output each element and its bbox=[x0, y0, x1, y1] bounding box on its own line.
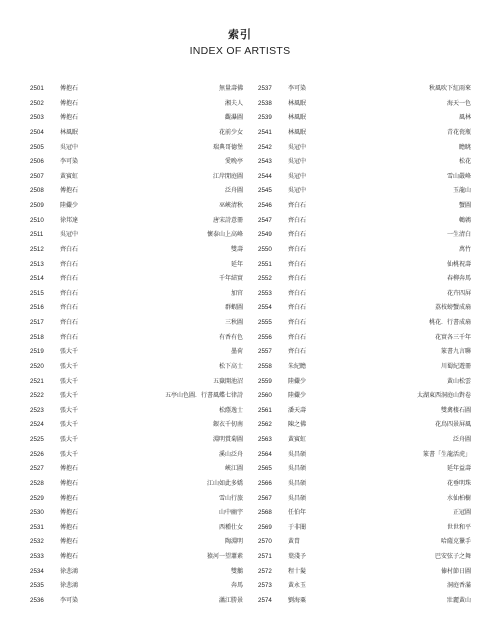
index-entry bbox=[30, 316, 243, 331]
index-entry bbox=[30, 565, 243, 580]
index-entry bbox=[258, 360, 471, 375]
artwork-title: 松蔭逸士 bbox=[218, 406, 243, 414]
lot-number: 2509 bbox=[30, 202, 44, 209]
lot-number: 2573 bbox=[258, 582, 272, 590]
page-title-chinese: 索引 bbox=[228, 28, 252, 41]
lot-number: 2566 bbox=[258, 479, 272, 487]
lot-number: 2516 bbox=[30, 304, 44, 312]
artwork-title: 青花瓷瓶 bbox=[446, 128, 471, 136]
lot-number: 2507 bbox=[30, 172, 44, 180]
artist-name: 齊白石 bbox=[60, 319, 79, 326]
artwork-title: 巫峽清秋 bbox=[218, 202, 243, 209]
lot-number: 2565 bbox=[258, 465, 272, 473]
index-entry bbox=[258, 228, 471, 243]
artwork-title: 無量壽佛 bbox=[218, 85, 243, 92]
index-entry bbox=[258, 535, 471, 550]
artwork-title: 壯麗黃山 bbox=[446, 596, 471, 604]
artist-name: 黃永玉 bbox=[288, 582, 307, 590]
artwork-title: 唐宋詩意冊 bbox=[212, 216, 243, 224]
artist-name: 齊白石 bbox=[288, 319, 307, 326]
artist-name: 陸儼少 bbox=[288, 392, 307, 400]
index-entry bbox=[30, 126, 243, 141]
lot-number: 2514 bbox=[30, 275, 44, 283]
index-entry bbox=[30, 97, 243, 112]
artist-name: 吳冠中 bbox=[60, 231, 79, 239]
lot-number: 2541 bbox=[258, 128, 272, 136]
lot-number: 2545 bbox=[258, 187, 272, 195]
artwork-title: 瑞典哥德堡 bbox=[212, 143, 243, 151]
artist-name: 于非闇 bbox=[288, 523, 307, 531]
lot-number: 2513 bbox=[30, 260, 44, 268]
index-entry bbox=[258, 272, 471, 287]
artwork-title: 愛晚亭 bbox=[224, 158, 243, 166]
artwork-title: 花前少女 bbox=[218, 128, 243, 136]
artwork-title: 加官 bbox=[230, 289, 243, 297]
lot-number: 2532 bbox=[30, 538, 44, 546]
artwork-title: 仙桃祝壽 bbox=[446, 260, 471, 268]
index-entry bbox=[258, 433, 471, 448]
lot-number: 2525 bbox=[30, 436, 44, 443]
artwork-title: 風林 bbox=[458, 114, 471, 122]
artwork-title: 春柳奔馬 bbox=[446, 275, 471, 283]
artist-name: 齊白石 bbox=[60, 275, 79, 283]
index-entry bbox=[30, 389, 243, 404]
artist-name: 傅抱石 bbox=[60, 187, 79, 195]
index-entry bbox=[258, 82, 471, 97]
lot-number: 2549 bbox=[258, 231, 272, 239]
artwork-title: 黃山松雲 bbox=[446, 377, 471, 385]
index-entry bbox=[30, 170, 243, 185]
artwork-title: 瀟江勝景 bbox=[218, 596, 243, 604]
artist-name: 齊白石 bbox=[288, 260, 307, 268]
artist-name: 林風眠 bbox=[60, 128, 79, 136]
index-entry bbox=[30, 550, 243, 565]
artist-name: 林風眠 bbox=[288, 114, 307, 122]
artwork-title: 太湖東西洞庭山對卷 bbox=[416, 392, 471, 400]
artist-name: 齊白石 bbox=[288, 333, 307, 341]
artist-name: 齊白石 bbox=[60, 245, 79, 253]
artwork-title: 陶淵明 bbox=[224, 538, 243, 546]
artwork-title: 世世和平 bbox=[446, 523, 471, 531]
artwork-title: 雪山行旅 bbox=[218, 494, 243, 502]
artwork-title: 猿河一望蕭素 bbox=[206, 553, 243, 560]
lot-number: 2570 bbox=[258, 538, 272, 546]
artist-name: 齊白石 bbox=[60, 289, 79, 297]
lot-number: 2538 bbox=[258, 99, 272, 107]
index-entry bbox=[258, 492, 471, 507]
artist-name: 朱紀瞻 bbox=[288, 362, 307, 370]
index-entry bbox=[30, 477, 243, 492]
artist-name: 張大千 bbox=[60, 436, 79, 443]
index-entry bbox=[258, 184, 471, 199]
lot-number: 2547 bbox=[258, 216, 272, 224]
artist-name: 齊白石 bbox=[288, 202, 307, 209]
artist-name: 吳冠中 bbox=[288, 187, 307, 195]
lot-number: 2530 bbox=[30, 509, 44, 517]
lot-number: 2529 bbox=[30, 494, 44, 502]
artwork-title: 洞庭香滿 bbox=[446, 582, 471, 590]
artist-name: 傅抱石 bbox=[60, 538, 79, 546]
lot-number: 2551 bbox=[258, 260, 272, 268]
lot-number: 2561 bbox=[258, 406, 272, 414]
artwork-title: 花鳥四景屏風 bbox=[434, 421, 471, 429]
artist-name: 傅抱石 bbox=[60, 99, 79, 107]
artwork-title: 水仙柏樹 bbox=[446, 494, 471, 502]
index-entry bbox=[258, 521, 471, 536]
lot-number: 2534 bbox=[30, 567, 44, 575]
artist-name: 吳冠中 bbox=[288, 172, 307, 180]
artist-name: 徐悲鴻 bbox=[60, 582, 79, 590]
lot-number: 2559 bbox=[258, 377, 272, 385]
artwork-title: 篆書九言聯 bbox=[440, 348, 471, 356]
lot-number: 2536 bbox=[30, 596, 44, 604]
artist-name: 齊白石 bbox=[288, 231, 307, 239]
artist-name: 劉海粟 bbox=[288, 596, 307, 604]
artwork-title: 群蝦圖 bbox=[224, 304, 243, 312]
index-entry bbox=[258, 170, 471, 185]
artwork-title: 江岸閒庭圖 bbox=[212, 172, 243, 180]
artwork-title: 泛舟圖 bbox=[452, 436, 471, 443]
artwork-title: 哈薩克獵手 bbox=[440, 538, 471, 546]
artist-name: 潘天壽 bbox=[288, 406, 307, 414]
lot-number: 2558 bbox=[258, 362, 272, 370]
index-entry bbox=[30, 199, 243, 214]
index-entry bbox=[258, 141, 471, 156]
lot-number: 2535 bbox=[30, 582, 44, 590]
index-entry bbox=[30, 243, 243, 258]
artist-name: 傅抱石 bbox=[60, 523, 79, 531]
artwork-title: 鵪鶉 bbox=[458, 216, 471, 224]
index-entry bbox=[258, 506, 471, 521]
lot-number: 2502 bbox=[30, 99, 44, 107]
index-entry bbox=[258, 155, 471, 170]
artwork-title: 淵明賞菊圖 bbox=[212, 436, 243, 443]
artist-name: 傅抱石 bbox=[60, 479, 79, 487]
lot-number: 2512 bbox=[30, 245, 44, 253]
artist-name: 黃賓虹 bbox=[60, 172, 79, 180]
artist-name: 吳冠中 bbox=[60, 143, 79, 151]
artist-name: 張大千 bbox=[60, 421, 79, 429]
lot-number: 2556 bbox=[258, 333, 272, 341]
lot-number: 2550 bbox=[258, 245, 272, 253]
artist-name: 吳冠中 bbox=[288, 158, 307, 166]
artwork-title: 千年結實 bbox=[218, 275, 243, 283]
artist-name: 葉淺予 bbox=[288, 553, 307, 560]
lot-number: 2506 bbox=[30, 158, 44, 166]
index-entry bbox=[258, 287, 471, 302]
lot-number: 2520 bbox=[30, 362, 44, 370]
artwork-title: 山中幽宇 bbox=[218, 509, 243, 517]
artwork-title: 傣村節日圖 bbox=[440, 567, 471, 575]
lot-number: 2572 bbox=[258, 567, 272, 575]
page-title-english: INDEX OF ARTISTS bbox=[189, 45, 291, 57]
artwork-title: 正冠圖 bbox=[452, 509, 471, 517]
artist-name: 齊白石 bbox=[60, 304, 79, 312]
index-entry bbox=[30, 184, 243, 199]
artist-name: 齊白石 bbox=[60, 333, 79, 341]
artwork-title: 五嶽開池沼 bbox=[212, 377, 243, 385]
artwork-title: 延年益壽 bbox=[446, 465, 471, 473]
artwork-title: 溪山泛舟 bbox=[218, 450, 243, 458]
lot-number: 2544 bbox=[258, 172, 272, 180]
index-entry bbox=[30, 462, 243, 477]
artist-name: 張大千 bbox=[60, 377, 79, 385]
index-entry bbox=[258, 345, 471, 360]
index-entry bbox=[258, 111, 471, 126]
index-entry bbox=[30, 506, 243, 521]
lot-number: 2511 bbox=[30, 231, 44, 239]
artist-name: 吳冠中 bbox=[288, 143, 307, 151]
artist-name: 陸儼少 bbox=[60, 202, 79, 209]
lot-number: 2543 bbox=[258, 158, 272, 166]
index-entry bbox=[30, 448, 243, 463]
artwork-title: 松下高士 bbox=[218, 362, 243, 370]
index-entry bbox=[30, 258, 243, 273]
index-entry bbox=[30, 272, 243, 287]
artwork-title: 松花 bbox=[458, 158, 471, 166]
artist-name: 程十髮 bbox=[288, 567, 307, 575]
artist-name: 吳昌碩 bbox=[288, 465, 307, 473]
artist-name: 張大千 bbox=[60, 348, 79, 356]
artwork-title: 有香有色 bbox=[218, 333, 243, 341]
artwork-title: 篆書「生龍活虎」 bbox=[422, 450, 471, 458]
index-entry bbox=[30, 301, 243, 316]
lot-number: 2563 bbox=[258, 436, 272, 443]
index-entry bbox=[30, 155, 243, 170]
lot-number: 2567 bbox=[258, 494, 272, 502]
index-entry bbox=[258, 301, 471, 316]
artwork-title: 花垂明珠 bbox=[446, 479, 471, 487]
lot-number: 2568 bbox=[258, 509, 272, 517]
artwork-title: 延年 bbox=[230, 260, 243, 268]
index-entry bbox=[30, 492, 243, 507]
artwork-title: 一生清白 bbox=[446, 231, 471, 239]
lot-number: 2505 bbox=[30, 143, 44, 151]
artwork-title: 三秋圖 bbox=[224, 319, 243, 326]
artwork-title: 秋風吹下紅雨來 bbox=[428, 85, 471, 92]
index-entry bbox=[258, 316, 471, 331]
page-header bbox=[0, 28, 480, 58]
lot-number: 2503 bbox=[30, 114, 44, 122]
artist-name: 吳昌碩 bbox=[288, 494, 307, 502]
lot-number: 2510 bbox=[30, 216, 44, 224]
artwork-title: 花實各三千年 bbox=[434, 333, 471, 341]
lot-number: 2531 bbox=[30, 523, 44, 531]
artist-name: 齊白石 bbox=[288, 245, 307, 253]
index-entry bbox=[258, 594, 471, 609]
artwork-title: 湘夫人 bbox=[224, 99, 243, 107]
artwork-title: 蟹圖 bbox=[458, 202, 471, 209]
lot-number: 2517 bbox=[30, 319, 44, 326]
artwork-title: 花卉四屏 bbox=[446, 289, 471, 297]
index-entry bbox=[30, 404, 243, 419]
index-entry bbox=[258, 126, 471, 141]
artist-name: 陳之佛 bbox=[288, 421, 307, 429]
lot-number: 2537 bbox=[258, 85, 272, 92]
artist-name: 李可染 bbox=[60, 158, 79, 166]
index-entry bbox=[258, 462, 471, 477]
lot-number: 2560 bbox=[258, 392, 272, 400]
lot-number: 2526 bbox=[30, 450, 44, 458]
lot-number: 2508 bbox=[30, 187, 44, 195]
index-column-right bbox=[258, 82, 471, 609]
index-entry bbox=[30, 579, 243, 594]
lot-number: 2501 bbox=[30, 85, 44, 92]
lot-number: 2522 bbox=[30, 392, 44, 400]
artwork-title: 雙鵝 bbox=[230, 567, 243, 575]
lot-number: 2552 bbox=[258, 275, 272, 283]
artwork-title: 川蜀紀遊冊 bbox=[440, 362, 471, 370]
lot-number: 2519 bbox=[30, 348, 44, 356]
artist-name: 李可染 bbox=[288, 85, 307, 92]
lot-number: 2557 bbox=[258, 348, 272, 356]
artwork-title: 荔枝螃蟹成扇 bbox=[434, 304, 471, 312]
artwork-title: 雙壽 bbox=[230, 245, 243, 253]
lot-number: 2569 bbox=[258, 523, 272, 531]
lot-number: 2539 bbox=[258, 114, 272, 122]
artist-name: 齊白石 bbox=[288, 216, 307, 224]
artist-name: 傅抱石 bbox=[60, 494, 79, 502]
artist-name: 傅抱石 bbox=[60, 465, 79, 473]
index-entry bbox=[258, 448, 471, 463]
lot-number: 2523 bbox=[30, 406, 44, 414]
artist-name: 齊白石 bbox=[288, 348, 307, 356]
artist-name: 吳昌碩 bbox=[288, 479, 307, 487]
index-entry bbox=[30, 594, 243, 609]
artwork-title: 西種仕女 bbox=[218, 523, 243, 531]
artist-name: 張大千 bbox=[60, 392, 79, 400]
artist-name: 傅抱石 bbox=[60, 509, 79, 517]
artist-name: 齊白石 bbox=[288, 275, 307, 283]
artwork-title: 五亭山色圖．行書風蝶七律詩 bbox=[164, 392, 243, 400]
index-entry bbox=[30, 521, 243, 536]
index-entry bbox=[30, 287, 243, 302]
index-entry bbox=[30, 360, 243, 375]
artist-name: 黃胄 bbox=[288, 538, 301, 546]
artwork-title: 巴安弦子之舞 bbox=[434, 553, 471, 560]
artwork-title: 墨荷 bbox=[230, 348, 243, 356]
index-column-left bbox=[30, 82, 243, 609]
index-entry bbox=[30, 331, 243, 346]
index-entry bbox=[30, 228, 243, 243]
index-entry bbox=[30, 345, 243, 360]
index-entry bbox=[30, 214, 243, 229]
lot-number: 2518 bbox=[30, 333, 44, 341]
lot-number: 2533 bbox=[30, 553, 44, 560]
artwork-title: 觀瀑圖 bbox=[224, 114, 243, 122]
lot-number: 2528 bbox=[30, 479, 44, 487]
artist-name: 傅抱石 bbox=[60, 85, 79, 92]
artist-name: 傅抱石 bbox=[60, 553, 79, 560]
artist-name: 張大千 bbox=[60, 406, 79, 414]
artwork-title: 銀衣千仞南 bbox=[212, 421, 243, 429]
artwork-title: 桃花．行書成扇 bbox=[428, 319, 471, 326]
index-entry bbox=[258, 243, 471, 258]
index-entry bbox=[258, 418, 471, 433]
lot-number: 2527 bbox=[30, 465, 44, 473]
index-entry bbox=[30, 141, 243, 156]
artist-name: 黃賓虹 bbox=[288, 436, 307, 443]
lot-number: 2546 bbox=[258, 202, 272, 209]
lot-number: 2521 bbox=[30, 377, 44, 385]
lot-number: 2574 bbox=[258, 596, 272, 604]
lot-number: 2515 bbox=[30, 289, 44, 297]
artist-name: 林風眠 bbox=[288, 99, 307, 107]
artist-name: 張大千 bbox=[60, 450, 79, 458]
artwork-title: 雙禽棲石圖 bbox=[440, 406, 471, 414]
artist-name: 齊白石 bbox=[60, 260, 79, 268]
artwork-title: 雪山嚴峰 bbox=[446, 172, 471, 180]
index-entry bbox=[258, 579, 471, 594]
lot-number: 2555 bbox=[258, 319, 272, 326]
index-entry bbox=[258, 199, 471, 214]
index-entry bbox=[258, 375, 471, 390]
index-entry bbox=[258, 331, 471, 346]
index-entry bbox=[258, 214, 471, 229]
index-entry bbox=[258, 565, 471, 580]
artist-name: 任伯年 bbox=[288, 509, 307, 517]
index-entry bbox=[30, 535, 243, 550]
index-entry bbox=[258, 404, 471, 419]
artist-name: 陸儼少 bbox=[288, 377, 307, 385]
artwork-title: 萬竹 bbox=[458, 245, 471, 253]
index-entry bbox=[258, 258, 471, 273]
index-entry bbox=[258, 477, 471, 492]
artist-name: 李可染 bbox=[60, 596, 79, 604]
artist-name: 徐邦達 bbox=[60, 216, 79, 224]
lot-number: 2553 bbox=[258, 289, 272, 297]
artwork-title: 泛舟圖 bbox=[224, 187, 243, 195]
artist-name: 齊白石 bbox=[288, 289, 307, 297]
lot-number: 2562 bbox=[258, 421, 272, 429]
index-entry bbox=[30, 433, 243, 448]
index-entry bbox=[258, 97, 471, 112]
index-entry bbox=[258, 550, 471, 565]
lot-number: 2571 bbox=[258, 553, 272, 560]
lot-number: 2542 bbox=[258, 143, 272, 151]
artist-name: 張大千 bbox=[60, 362, 79, 370]
artwork-title: 玉龍山 bbox=[452, 187, 471, 195]
index-entry bbox=[30, 418, 243, 433]
index-entry bbox=[30, 82, 243, 97]
lot-number: 2554 bbox=[258, 304, 272, 312]
lot-number: 2504 bbox=[30, 128, 44, 136]
lot-number: 2524 bbox=[30, 421, 44, 429]
artwork-title: 江山如此多嬌 bbox=[206, 479, 243, 487]
artwork-title: 瞻眺 bbox=[458, 143, 471, 151]
artist-name: 徐悲鴻 bbox=[60, 567, 79, 575]
artwork-title: 海天一色 bbox=[446, 99, 471, 107]
index-entry bbox=[258, 389, 471, 404]
artist-name: 林風眠 bbox=[288, 128, 307, 136]
index-entry bbox=[30, 111, 243, 126]
lot-number: 2564 bbox=[258, 450, 272, 458]
artist-name: 吳昌碩 bbox=[288, 450, 307, 458]
artist-name: 齊白石 bbox=[288, 304, 307, 312]
index-entry bbox=[30, 375, 243, 390]
artwork-title: 奔馬 bbox=[230, 582, 243, 590]
artwork-title: 峽江圖 bbox=[224, 465, 243, 473]
artwork-title: 懷泰山上高峰 bbox=[206, 231, 243, 239]
artist-name: 傅抱石 bbox=[60, 114, 79, 122]
